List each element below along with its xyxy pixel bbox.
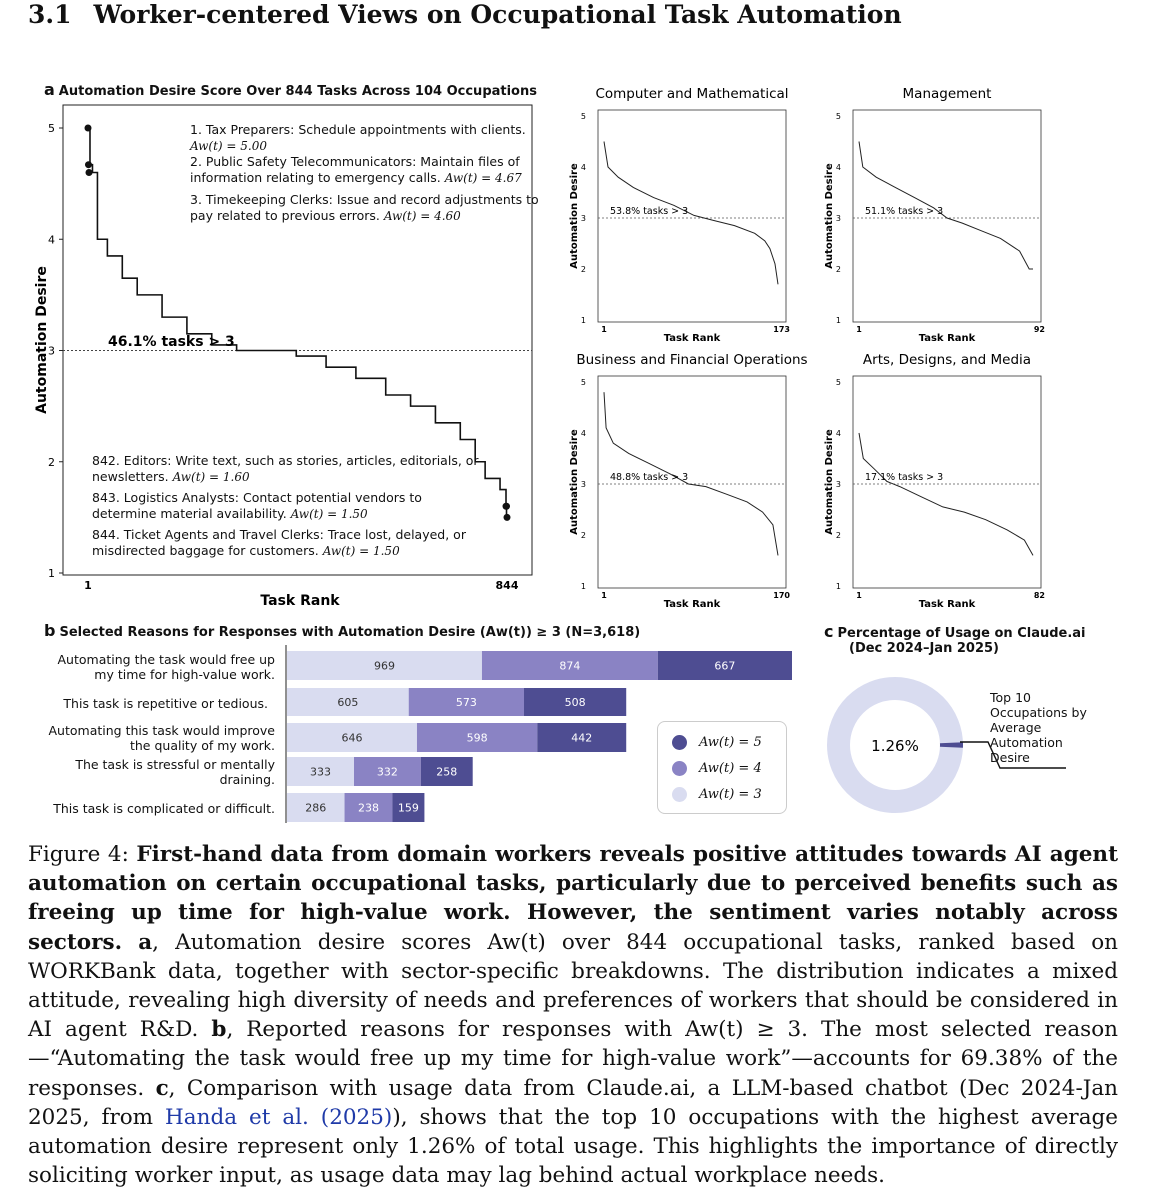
donut-callout-line	[930, 730, 1070, 770]
annotation-843b: determine material availability. Aw(t) = 1.50	[92, 506, 368, 521]
sub-bf-ytick-4: 4	[580, 429, 586, 438]
bar-value-r3-aw5: 442	[571, 731, 593, 745]
sub-mg-ytick-1: 1	[835, 316, 841, 325]
caption-b-letter: b	[211, 1017, 227, 1043]
top-annotations	[190, 122, 539, 224]
sub-mg-xlabel: Task Rank	[918, 333, 976, 344]
annotation-842: 842. Editors: Write text, such as stories, articles, editorials, or	[92, 453, 479, 468]
caption-a-text: , Automation desire scores Aw(t) over 844 occupational tasks, ranked based on WORKBank data, together with sector-specific breakdowns. The distribution indicates a mixed attitude, revealing high diversity of needs and preferences of workers that should be considered in AI agent R&D.	[28, 929, 1118, 1043]
annotation-844: 844. Ticket Agents and Travel Clerks: Trace lost, delayed, or	[92, 527, 466, 542]
annotation-843: 843. Logistics Analysts: Contact potential vendors to	[92, 490, 422, 505]
panel-a-letter: a	[44, 80, 55, 99]
legend-aw5-swatch	[672, 735, 687, 750]
sub-bf-xtick-start: 1	[601, 591, 607, 600]
panel-b-title-text: Selected Reasons for Responses with Automation Desire (Aw(t)) ≥ 3 (N=3,618)	[59, 625, 641, 640]
annotation-842b: newsletters. Aw(t) = 1.60	[92, 469, 250, 484]
section-number: 3.1	[28, 0, 72, 29]
main-highlight-point-2	[85, 161, 92, 168]
bar-label-stressful: The task is stressful or mentally draining.	[75, 757, 275, 787]
panel-c-letter: c	[824, 622, 834, 641]
sub-mg-ytick-2: 2	[835, 265, 841, 274]
caption-lead: Figure 4:	[28, 842, 137, 867]
sub-bf-xlabel: Task Rank	[663, 599, 721, 610]
sub-ad-ytick-1: 1	[835, 582, 841, 591]
sub-bf-ytick-5: 5	[580, 378, 586, 387]
bar-value-r3-aw4: 598	[466, 731, 488, 745]
subplot-management	[815, 80, 1075, 345]
bar-value-r4-aw4: 332	[376, 765, 398, 779]
sub-cm-ytick-3: 3	[580, 214, 586, 223]
sub-cm-threshold-label: 53.8% tasks > 3	[610, 206, 689, 217]
sub-mg-xtick-start: 1	[856, 325, 862, 334]
subplot-arts-media	[815, 346, 1075, 612]
annotation-1-score: Aw(t) = 5.00	[190, 139, 267, 153]
annotation-3: 3. Timekeeping Clerks: Issue and record adjustments to	[190, 192, 539, 207]
annotation-2b: information relating to emergency calls. Aw(t) = 4.67	[190, 170, 522, 185]
caption-c-text-post: ), shows that the top 10 occupations with the highest average automation desire represent only 1.26% of total usage. This highlights the importance of directly soliciting worker input, as usage data may lag behind actual workplace needs.	[28, 1104, 1118, 1189]
bar-value-r1-aw5: 667	[714, 659, 736, 673]
sub-cm-xtick-start: 1	[601, 325, 607, 334]
sub-ad-threshold-label: 17.1% tasks > 3	[865, 472, 944, 483]
bar-value-r5-aw5: 159	[397, 801, 419, 815]
bar-value-r2-aw5: 508	[564, 696, 586, 709]
main-ytick-label-4: 4	[48, 233, 55, 247]
panel-b-letter: b	[44, 621, 56, 640]
caption-b-text: , Reported reasons for responses with Aw(t) ≥ 3. The most selected reason—“Automating the task would free up my time for high-value work”—accounts for 69.38% of the responses.	[28, 1017, 1118, 1101]
main-xtick-label-844: 844	[495, 579, 519, 592]
bar-value-r5-aw4: 238	[357, 801, 379, 815]
main-threshold-label: 46.1% tasks > 3	[108, 334, 235, 350]
main-x-label: Task Rank	[260, 593, 340, 609]
sub-mg-title: Management	[902, 86, 992, 102]
sub-cm-ytick-4: 4	[580, 163, 586, 172]
section-heading	[28, 0, 902, 29]
sub-ad-ytick-5: 5	[835, 378, 841, 387]
legend-aw5: Aw(t) = 5	[672, 729, 786, 755]
sub-cm-ytick-2: 2	[580, 265, 586, 274]
main-ytick-label-5: 5	[48, 122, 55, 135]
bar-value-r4-aw5: 258	[436, 765, 458, 779]
caption-a-letter: a	[138, 929, 153, 955]
sub-mg-ytick-4: 4	[835, 163, 841, 172]
main-highlight-point-5	[503, 503, 510, 510]
subplot-computer-math	[560, 80, 820, 345]
bar-value-r2-aw3: 605	[337, 696, 359, 709]
callout-leader-line	[960, 742, 1066, 768]
sub-bf-ytick-3: 3	[580, 480, 586, 489]
sub-ad-xtick-end: 82	[1033, 591, 1045, 600]
legend-aw4: Aw(t) = 4	[672, 755, 786, 781]
bar-value-r1-aw3: 969	[373, 659, 395, 673]
annotation-1: 1. Tax Preparers: Schedule appointments with clients.	[190, 122, 526, 137]
sub-ad-xtick-start: 1	[856, 591, 862, 600]
donut-center-label: 1.26%	[871, 737, 919, 755]
sub-ad-data-line	[859, 433, 1033, 555]
sub-cm-ytick-5: 5	[580, 112, 586, 121]
sub-mg-ytick-3: 3	[835, 214, 841, 223]
panel-b-title	[44, 621, 640, 640]
annotation-2: 2. Public Safety Telecommunicators: Maintain files of	[190, 154, 520, 169]
main-highlight-point-3	[85, 169, 92, 176]
panel-a-title	[44, 80, 537, 99]
sub-bf-xtick-end: 170	[773, 591, 790, 600]
legend-aw3-swatch	[672, 787, 687, 802]
bottom-annotations	[92, 453, 479, 559]
annotation-3b: pay related to previous errors. Aw(t) = 4.60	[190, 208, 461, 223]
sub-mg-ytick-5: 5	[835, 112, 841, 121]
legend-aw3: Aw(t) = 3	[672, 781, 786, 807]
main-highlight-point-6	[504, 514, 511, 521]
sub-bf-ytick-1: 1	[580, 582, 586, 591]
bar-value-r5-aw3: 286	[305, 801, 327, 815]
sub-cm-title: Computer and Mathematical	[595, 86, 789, 102]
figure-caption	[28, 840, 1118, 1190]
bar-label-complicated: This task is complicated or difficult.	[53, 801, 275, 816]
sub-bf-ylabel: Automation Desire	[569, 429, 580, 535]
panel-a-title-text: Automation Desire Score Over 844 Tasks Across 104 Occupations	[58, 84, 537, 99]
sub-mg-threshold-label: 51.1% tasks > 3	[865, 206, 944, 217]
bar-value-r1-aw4: 874	[559, 659, 581, 673]
donut-callout: Top 10 Occupations by Average Automation Desire	[990, 690, 1087, 765]
section-title: Worker-centered Views on Occupational Task Automation	[93, 0, 902, 29]
caption-c-text-pre: , Comparison with usage data from Claude.ai, a LLM-based chatbot (Dec 2024-Jan 2025, from	[28, 1075, 1118, 1130]
panel-c-title: c Percentage of Usage on Claude.ai (Dec 2024–Jan 2025)	[824, 622, 1086, 656]
caption-bold: First-hand data from domain workers reveals positive attitudes towards AI agent automation on certain occupational tasks, particularly due to perceived benefits such as freeing up time for high-value work. However, the sentiment varies notably across sectors.	[28, 842, 1118, 955]
bar-legend	[657, 721, 787, 814]
main-highlight-point-1	[85, 125, 92, 132]
bar-label-repetitive: This task is repetitive or tedious.	[63, 696, 268, 711]
sub-mg-xtick-end: 92	[1033, 325, 1045, 334]
legend-aw4-swatch	[672, 761, 687, 776]
sub-ad-ytick-2: 2	[835, 531, 841, 540]
main-ytick-label-2: 2	[48, 455, 55, 469]
sub-cm-xlabel: Task Rank	[663, 333, 721, 344]
main-xtick-label-1: 1	[84, 579, 92, 592]
annotation-844b: misdirected baggage for customers. Aw(t) = 1.50	[92, 543, 400, 558]
sub-ad-ytick-4: 4	[835, 429, 841, 438]
bar-value-r3-aw3: 646	[341, 731, 363, 745]
sub-ad-title: Arts, Designs, and Media	[862, 352, 1032, 368]
sub-ad-xlabel: Task Rank	[918, 599, 976, 610]
bar-value-r4-aw3: 333	[309, 765, 331, 779]
caption-citation-link[interactable]: Handa et al. (2025)	[165, 1104, 393, 1130]
sub-cm-xtick-end: 173	[773, 325, 790, 334]
main-y-label: Automation Desire	[34, 266, 50, 414]
bar-label-free-up-time: Automating the task would free up my time for high-value work.	[57, 652, 275, 682]
bar-label-quality: Automating this task would improve the quality of my work.	[48, 723, 275, 753]
bar-value-r2-aw4: 573	[455, 696, 477, 709]
sub-cm-ylabel: Automation Desire	[569, 163, 580, 269]
sub-bf-title: Business and Financial Operations	[576, 352, 808, 368]
sub-cm-ytick-1: 1	[580, 316, 586, 325]
main-ytick-label-1: 1	[48, 567, 55, 580]
sub-mg-ylabel: Automation Desire	[824, 163, 835, 269]
main-ytick-label-3: 3	[48, 344, 55, 358]
subplot-business-finance	[560, 346, 820, 612]
sub-ad-ylabel: Automation Desire	[824, 429, 835, 535]
sub-bf-threshold-label: 48.8% tasks > 3	[610, 472, 689, 483]
sub-bf-ytick-2: 2	[580, 531, 586, 540]
sub-ad-ytick-3: 3	[835, 480, 841, 489]
caption-c-letter: c	[155, 1075, 169, 1101]
